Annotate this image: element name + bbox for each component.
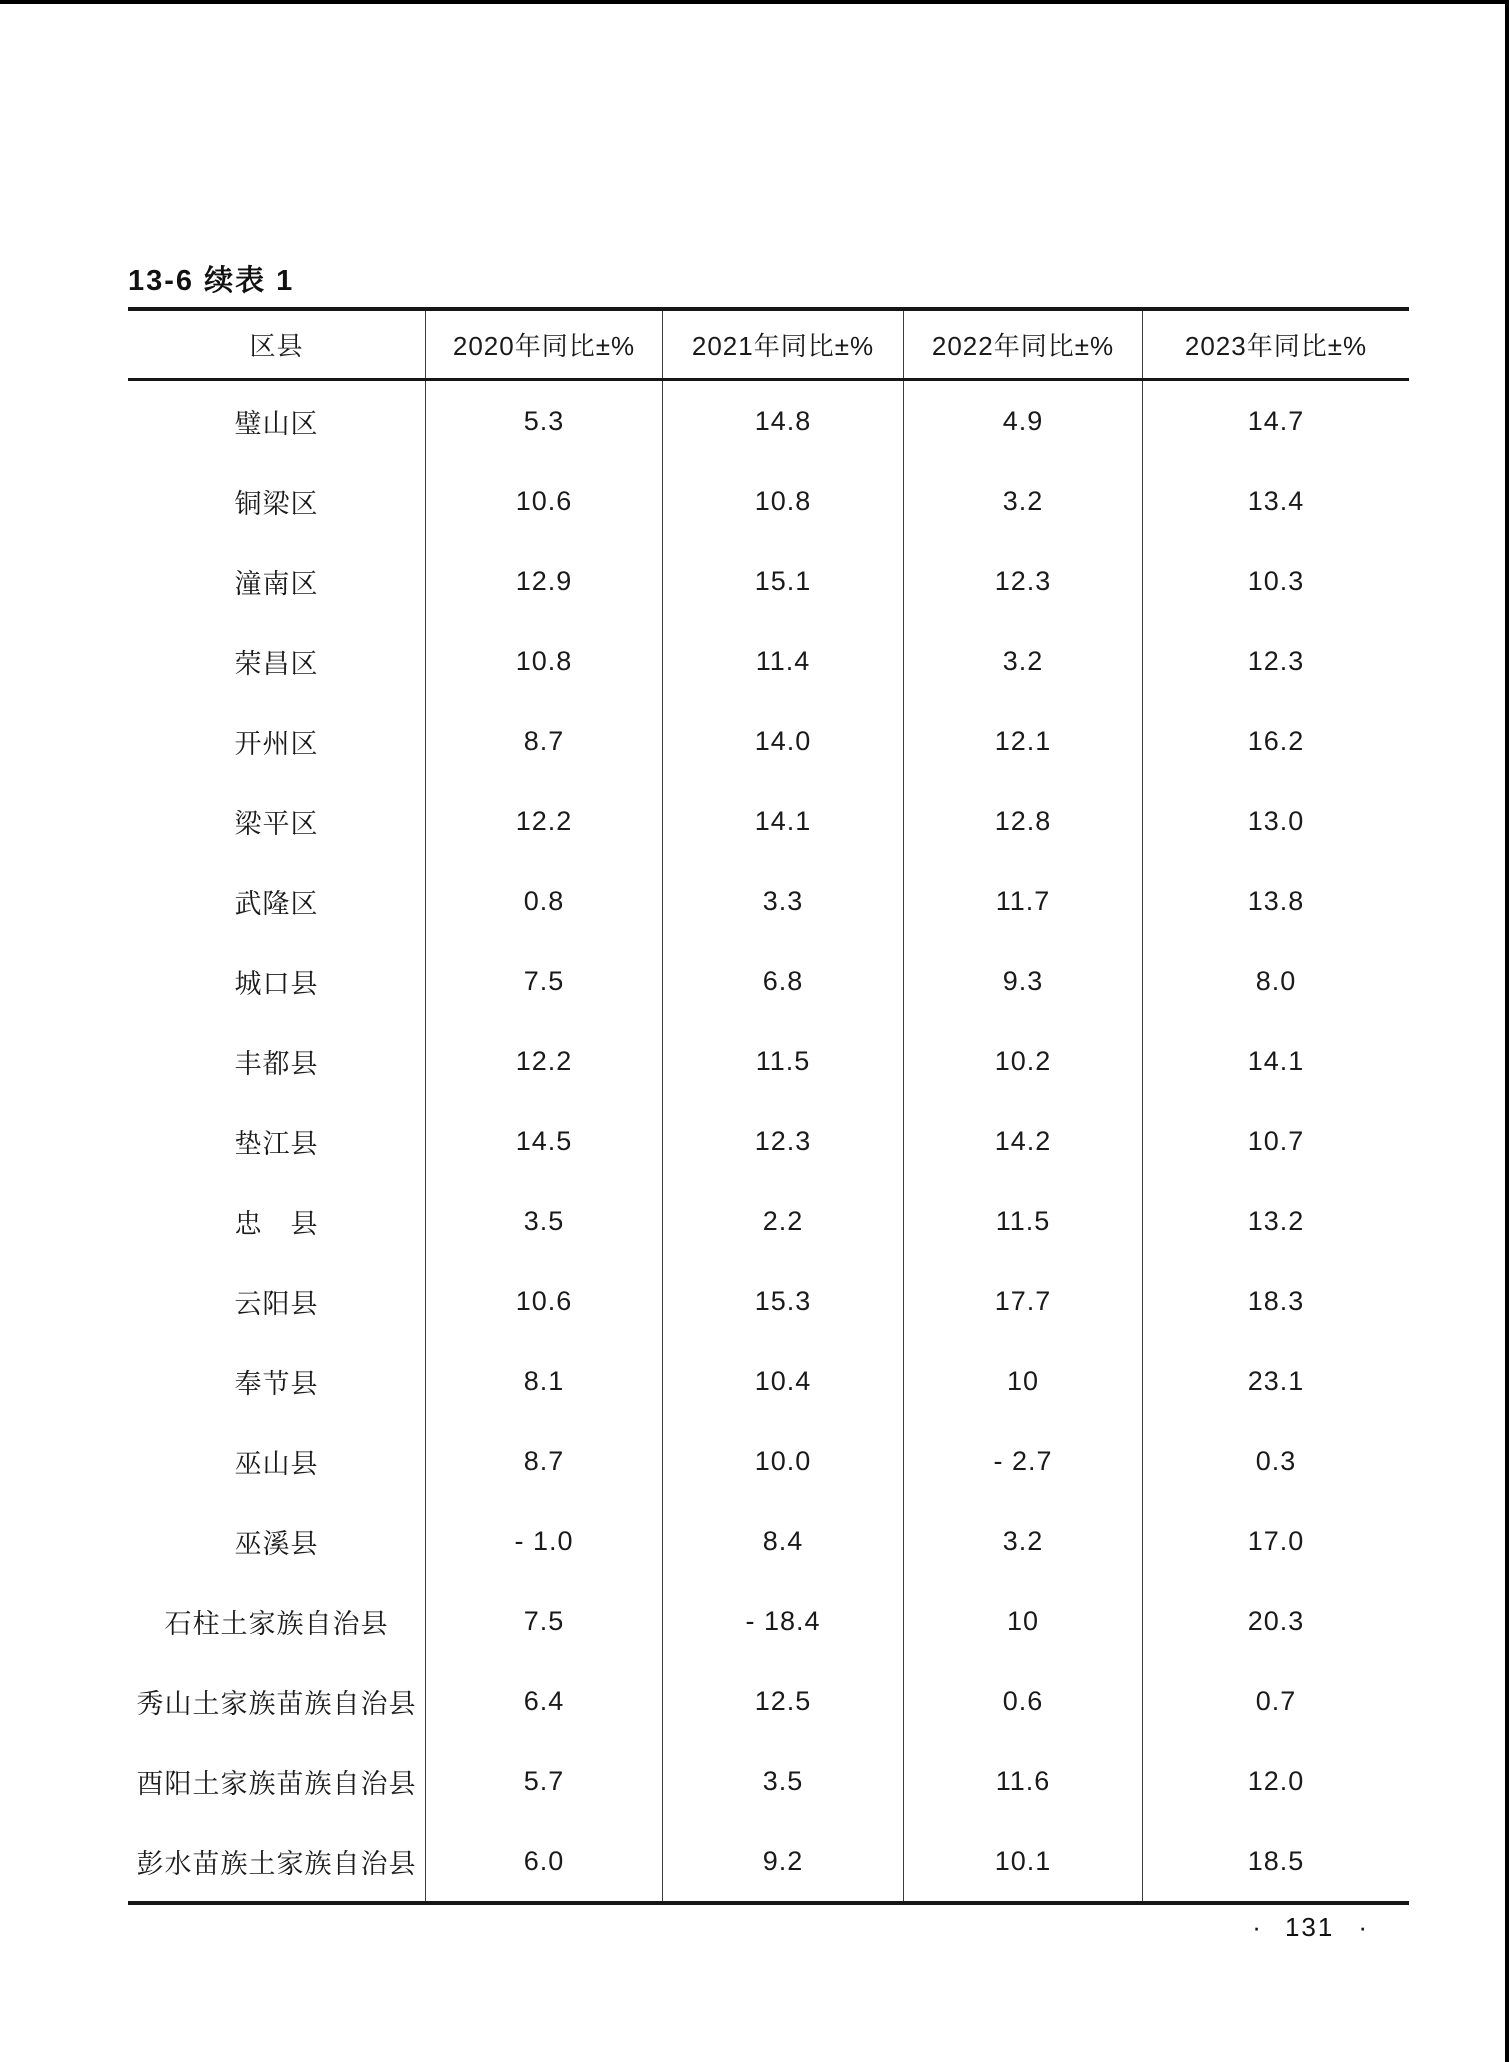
table-row <box>128 1261 1409 1341</box>
value-2021: 14.0 <box>662 701 903 781</box>
value-2020: 10.6 <box>425 1261 662 1341</box>
value-2021: 12.5 <box>662 1661 903 1741</box>
value-2023: 14.1 <box>1142 1021 1409 1101</box>
value-2020: 6.4 <box>425 1661 662 1741</box>
page-number: 131 <box>1284 1912 1335 1942</box>
row-label-region: 梁平区 <box>234 808 319 839</box>
row-label-region: 丰都县 <box>234 1048 319 1079</box>
row-label-region: 云阳县 <box>234 1288 319 1319</box>
value-2020: 7.5 <box>425 1581 662 1661</box>
value-2021: - 18.4 <box>662 1581 903 1661</box>
value-2020: 8.7 <box>425 701 662 781</box>
table-row <box>128 541 1409 621</box>
row-label-region: 巫溪县 <box>234 1528 319 1559</box>
column-header-2021: 2021年同比±% <box>662 311 903 378</box>
table-body <box>128 381 1409 1901</box>
value-2021: 6.8 <box>662 941 903 1021</box>
column-header-2022: 2022年同比±% <box>903 311 1142 378</box>
table-row <box>128 1421 1409 1501</box>
row-label-region: 璧山区 <box>234 408 319 439</box>
value-2022: 9.3 <box>903 941 1142 1021</box>
value-2020: 5.3 <box>425 381 662 461</box>
value-2023: 18.5 <box>1142 1821 1409 1901</box>
value-2020: - 1.0 <box>425 1501 662 1581</box>
value-2021: 10.0 <box>662 1421 903 1501</box>
value-2022: 14.2 <box>903 1101 1142 1181</box>
table-row <box>128 461 1409 541</box>
table-header-row <box>128 311 1409 381</box>
table-row <box>128 1741 1409 1821</box>
page-footer <box>1252 1912 1367 1943</box>
table-row <box>128 1821 1409 1901</box>
column-header-2020: 2020年同比±% <box>425 311 662 378</box>
value-2021: 14.1 <box>662 781 903 861</box>
value-2020: 10.6 <box>425 461 662 541</box>
value-2020: 14.5 <box>425 1101 662 1181</box>
table-row <box>128 1341 1409 1421</box>
scan-edge-right <box>1505 0 1509 2062</box>
value-2020: 5.7 <box>425 1741 662 1821</box>
row-label-region: 巫山县 <box>234 1448 319 1479</box>
value-2022: 17.7 <box>903 1261 1142 1341</box>
value-2023: 13.0 <box>1142 781 1409 861</box>
row-label-region: 开州区 <box>234 728 319 759</box>
row-label-region: 石柱土家族自治县 <box>164 1608 389 1639</box>
table-row <box>128 1661 1409 1741</box>
row-label-region: 铜梁区 <box>234 488 319 519</box>
value-2023: 13.2 <box>1142 1181 1409 1261</box>
row-label-region: 奉节县 <box>234 1368 319 1399</box>
value-2021: 14.8 <box>662 381 903 461</box>
table-row <box>128 1021 1409 1101</box>
table-row <box>128 1101 1409 1181</box>
value-2022: 10.1 <box>903 1821 1142 1901</box>
row-label-region: 荣昌区 <box>234 648 319 679</box>
value-2022: 10 <box>903 1581 1142 1661</box>
row-label-region: 武隆区 <box>234 888 319 919</box>
footer-dot-right: · <box>1358 1912 1367 1942</box>
value-2020: 0.8 <box>425 861 662 941</box>
value-2022: 3.2 <box>903 1501 1142 1581</box>
value-2023: 12.0 <box>1142 1741 1409 1821</box>
value-2023: 23.1 <box>1142 1341 1409 1421</box>
row-label-region: 城口县 <box>234 968 319 999</box>
value-2022: 3.2 <box>903 621 1142 701</box>
value-2023: 0.3 <box>1142 1421 1409 1501</box>
row-label-region: 秀山土家族苗族自治县 <box>136 1688 417 1719</box>
value-2023: 8.0 <box>1142 941 1409 1021</box>
table-row <box>128 1181 1409 1261</box>
value-2020: 8.1 <box>425 1341 662 1421</box>
value-2022: 11.7 <box>903 861 1142 941</box>
value-2020: 10.8 <box>425 621 662 701</box>
table-row <box>128 1501 1409 1581</box>
value-2022: 11.5 <box>903 1181 1142 1261</box>
value-2020: 12.9 <box>425 541 662 621</box>
row-label-region: 潼南区 <box>234 568 319 599</box>
value-2022: 4.9 <box>903 381 1142 461</box>
value-2021: 10.4 <box>662 1341 903 1421</box>
column-header-2023: 2023年同比±% <box>1142 311 1409 378</box>
table-row <box>128 621 1409 701</box>
value-2021: 15.1 <box>662 541 903 621</box>
value-2021: 3.3 <box>662 861 903 941</box>
value-2020: 6.0 <box>425 1821 662 1901</box>
value-2023: 10.7 <box>1142 1101 1409 1181</box>
value-2021: 8.4 <box>662 1501 903 1581</box>
table-title: 13-6 续表 1 <box>128 265 295 297</box>
value-2020: 12.2 <box>425 1021 662 1101</box>
value-2022: - 2.7 <box>903 1421 1142 1501</box>
value-2021: 10.8 <box>662 461 903 541</box>
value-2021: 11.4 <box>662 621 903 701</box>
value-2022: 3.2 <box>903 461 1142 541</box>
value-2023: 17.0 <box>1142 1501 1409 1581</box>
row-label-region: 忠 县 <box>234 1208 319 1239</box>
statistics-table <box>128 307 1409 1905</box>
value-2020: 7.5 <box>425 941 662 1021</box>
value-2021: 12.3 <box>662 1101 903 1181</box>
value-2022: 10 <box>903 1341 1142 1421</box>
table-row <box>128 701 1409 781</box>
value-2021: 11.5 <box>662 1021 903 1101</box>
value-2023: 20.3 <box>1142 1581 1409 1661</box>
value-2021: 2.2 <box>662 1181 903 1261</box>
footer-dot-left: · <box>1252 1912 1261 1942</box>
table-row <box>128 1581 1409 1661</box>
value-2022: 11.6 <box>903 1741 1142 1821</box>
column-header-region: 区县 <box>249 331 304 361</box>
value-2023: 18.3 <box>1142 1261 1409 1341</box>
value-2022: 0.6 <box>903 1661 1142 1741</box>
value-2021: 3.5 <box>662 1741 903 1821</box>
value-2023: 13.8 <box>1142 861 1409 941</box>
table-row <box>128 941 1409 1021</box>
value-2023: 0.7 <box>1142 1661 1409 1741</box>
table-row <box>128 381 1409 461</box>
row-label-region: 彭水苗族土家族自治县 <box>136 1848 417 1879</box>
value-2022: 12.3 <box>903 541 1142 621</box>
value-2022: 10.2 <box>903 1021 1142 1101</box>
value-2021: 15.3 <box>662 1261 903 1341</box>
value-2023: 13.4 <box>1142 461 1409 541</box>
value-2020: 3.5 <box>425 1181 662 1261</box>
value-2020: 8.7 <box>425 1421 662 1501</box>
value-2023: 14.7 <box>1142 381 1409 461</box>
row-label-region: 酉阳土家族苗族自治县 <box>136 1768 417 1799</box>
table-row <box>128 861 1409 941</box>
value-2021: 9.2 <box>662 1821 903 1901</box>
value-2022: 12.1 <box>903 701 1142 781</box>
value-2020: 12.2 <box>425 781 662 861</box>
table-row <box>128 781 1409 861</box>
value-2023: 10.3 <box>1142 541 1409 621</box>
value-2023: 16.2 <box>1142 701 1409 781</box>
value-2022: 12.8 <box>903 781 1142 861</box>
scan-edge-top <box>0 0 1509 4</box>
value-2023: 12.3 <box>1142 621 1409 701</box>
row-label-region: 垫江县 <box>234 1128 319 1159</box>
